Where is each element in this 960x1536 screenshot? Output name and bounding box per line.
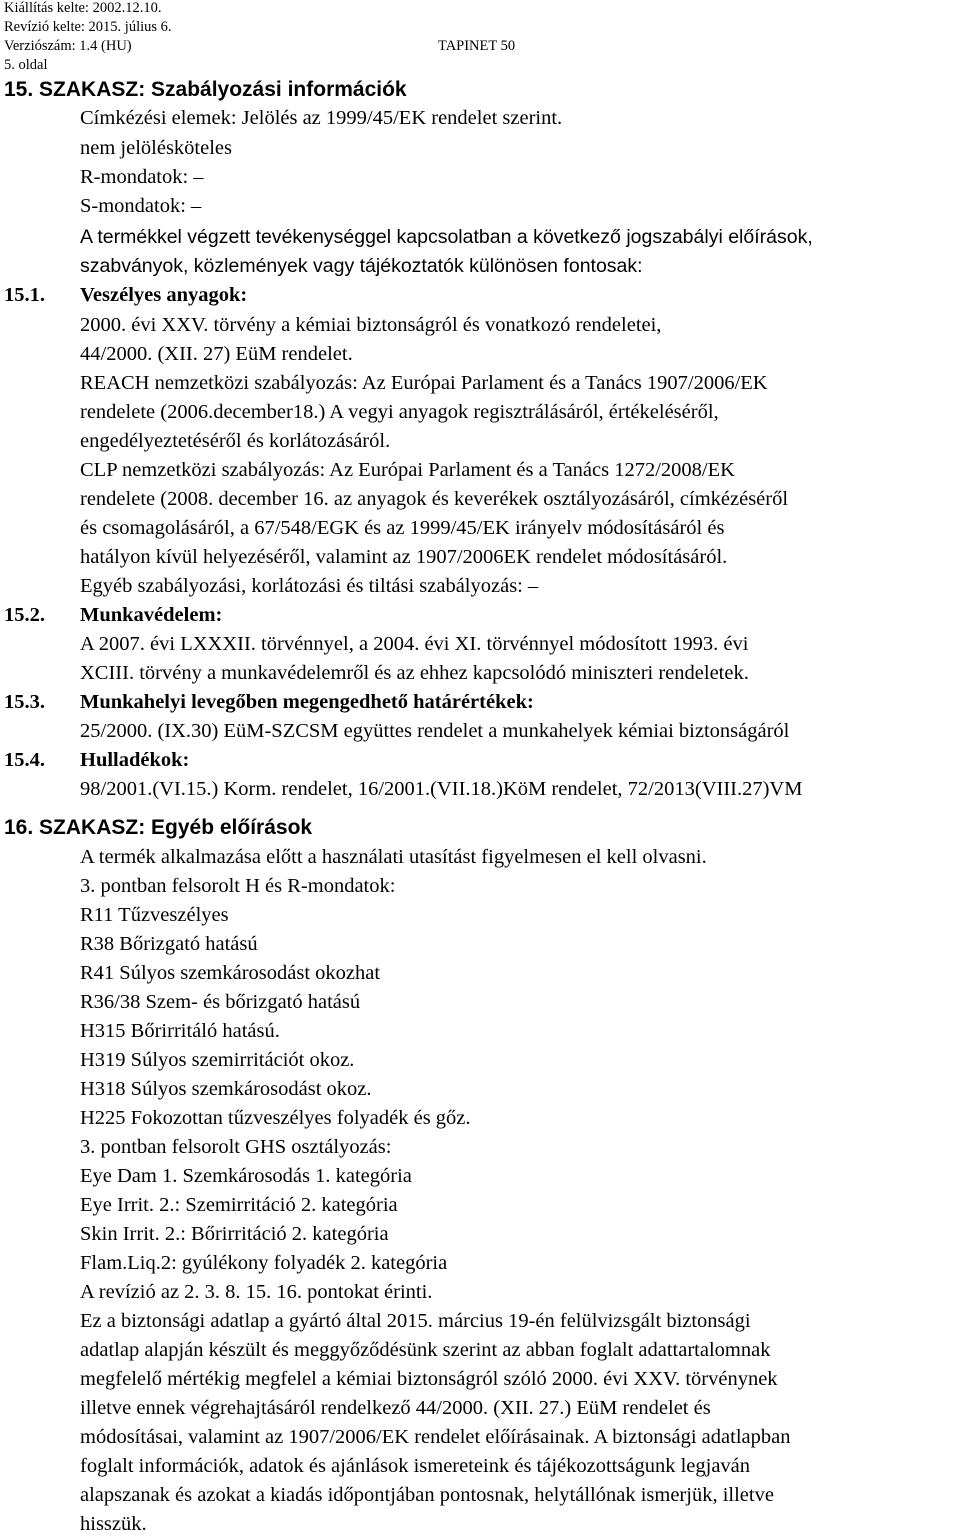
text-line: H315 Bőrirritáló hatású. xyxy=(80,1020,280,1042)
text-line: R38 Bőrizgató hatású xyxy=(80,933,258,955)
text-line: Egyéb szabályozási, korlátozási és tiltási szabályozás: – xyxy=(80,575,539,597)
text-line: 3. pontban felsorolt GHS osztályozás: xyxy=(80,1136,392,1158)
text-line: 98/2001.(VI.15.) Korm. rendelet, 16/2001.(VII.18.)KöM rendelet, 72/2013(VIII.27)VM xyxy=(80,778,803,800)
text-line: Flam.Liq.2: gyúlékony folyadék 2. kategória xyxy=(80,1252,448,1274)
text-line: illetve ennek végrehajtásáról rendelkező 44/2000. (XII. 27.) EüM rendelet és xyxy=(80,1397,711,1419)
text-line: A 2007. évi LXXXII. törvénnyel, a 2004. évi XI. törvénnyel módosított 1993. évi xyxy=(80,633,749,655)
product-name: TAPINET 50 xyxy=(438,38,516,54)
text-line: A termék alkalmazása előtt a használati utasítást figyelmesen el kell olvasni. xyxy=(80,846,707,868)
text-line: hisszük. xyxy=(80,1513,147,1535)
text-line: 2000. évi XXV. törvény a kémiai biztonságról és vonatkozó rendeletei, xyxy=(80,314,662,336)
text-line: és csomagolásáról, a 67/548/EGK és az 1999/45/EK irányelv módosításáról és xyxy=(80,517,725,539)
text-line: módosításai, valamint az 1907/2006/EK rendelet előírásainak. A biztonsági adatlapban xyxy=(80,1426,791,1448)
text-line: REACH nemzetközi szabályozás: Az Európai Parlament és a Tanács 1907/2006/EK xyxy=(80,372,768,394)
text-line: R-mondatok: – xyxy=(80,166,204,188)
subsection-title: Veszélyes anyagok: xyxy=(80,284,248,306)
text-line: hatályon kívül helyezéséről, valamint az 1907/2006EK rendelet módosításáról. xyxy=(80,546,728,568)
text-line: R41 Súlyos szemkárosodást okozhat xyxy=(80,962,381,984)
text-line: engedélyeztetéséről és korlátozásáról. xyxy=(80,430,391,452)
text-line: R36/38 Szem- és bőrizgató hatású xyxy=(80,991,361,1013)
revision-date: Revízió kelte: 2015. július 6. xyxy=(4,19,172,35)
text-line: 25/2000. (IX.30) EüM-SZCSM együttes rendelet a munkahelyek kémiai biztonságáról xyxy=(80,720,790,742)
version-number: Verziószám: 1.4 (HU) xyxy=(4,38,132,54)
text-line: S-mondatok: – xyxy=(80,195,202,217)
text-line: megfelelő mértékig megfelel a kémiai biztonságról szóló 2000. évi XXV. törvénynek xyxy=(80,1368,778,1390)
text-line: A revízió az 2. 3. 8. 15. 16. pontokat érinti. xyxy=(80,1281,433,1303)
section-16-title: 16. SZAKASZ: Egyéb előírások xyxy=(4,816,313,839)
text-line: Eye Irrit. 2.: Szemirritáció 2. kategória xyxy=(80,1194,398,1216)
subsection-number: 15.1. xyxy=(4,284,45,306)
text-line: rendelete (2006.december18.) A vegyi anyagok regisztrálásáról, értékeléséről, xyxy=(80,401,719,423)
text-line: Ez a biztonsági adatlap a gyártó által 2015. március 19-én felülvizsgált biztonsági xyxy=(80,1310,751,1332)
text-line: adatlap alapján készült és meggyőződésünk szerint az abban foglalt adattartalomnak xyxy=(80,1339,771,1361)
text-line: CLP nemzetközi szabályozás: Az Európai Parlament és a Tanács 1272/2008/EK xyxy=(80,459,735,481)
subsection-title: Munkahelyi levegőben megengedhető határértékek: xyxy=(80,691,534,713)
text-line: A termékkel végzett tevékenységgel kapcsolatban a következő jogszabályi előírások, xyxy=(80,226,813,248)
text-line: 44/2000. (XII. 27) EüM rendelet. xyxy=(80,343,353,365)
text-line: Eye Dam 1. Szemkárosodás 1. kategória xyxy=(80,1165,412,1187)
text-line: foglalt információk, adatok és ajánlások ismereteink és tájékozottságunk legjaván xyxy=(80,1455,751,1477)
issue-date: Kiállítás kelte: 2002.12.10. xyxy=(4,0,162,16)
text-line: H319 Súlyos szemirritációt okoz. xyxy=(80,1049,355,1071)
text-line: H225 Fokozottan tűzveszélyes folyadék és gőz. xyxy=(80,1107,471,1129)
text-line: 3. pontban felsorolt H és R-mondatok: xyxy=(80,875,396,897)
text-line: XCIII. törvény a munkavédelemről és az ehhez kapcsolódó miniszteri rendeletek. xyxy=(80,662,749,684)
text-line: Skin Irrit. 2.: Bőrirritáció 2. kategória xyxy=(80,1223,389,1245)
subsection-number: 15.4. xyxy=(4,749,45,771)
text-line: R11 Tűzveszélyes xyxy=(80,904,229,926)
subsection-title: Munkavédelem: xyxy=(80,604,223,626)
subsection-title: Hulladékok: xyxy=(80,749,190,771)
text-line: H318 Súlyos szemkárosodást okoz. xyxy=(80,1078,372,1100)
subsection-number: 15.3. xyxy=(4,691,45,713)
section-15-title: 15. SZAKASZ: Szabályozási információk xyxy=(4,78,407,101)
text-line: alapszanak és azokat a kiadás időpontjában pontosnak, helytállónak ismerjük, illetve xyxy=(80,1484,774,1506)
text-line: Címkézési elemek: Jelölés az 1999/45/EK rendelet szerint. xyxy=(80,107,563,129)
subsection-number: 15.2. xyxy=(4,604,45,626)
text-line: szabványok, közlemények vagy tájékoztatók különösen fontosak: xyxy=(80,255,643,277)
text-line: rendelete (2008. december 16. az anyagok és keverékek osztályozásáról, címkézéséről xyxy=(80,488,789,510)
text-line: nem jelölésköteles xyxy=(80,137,232,159)
page-number: 5. oldal xyxy=(4,57,48,73)
